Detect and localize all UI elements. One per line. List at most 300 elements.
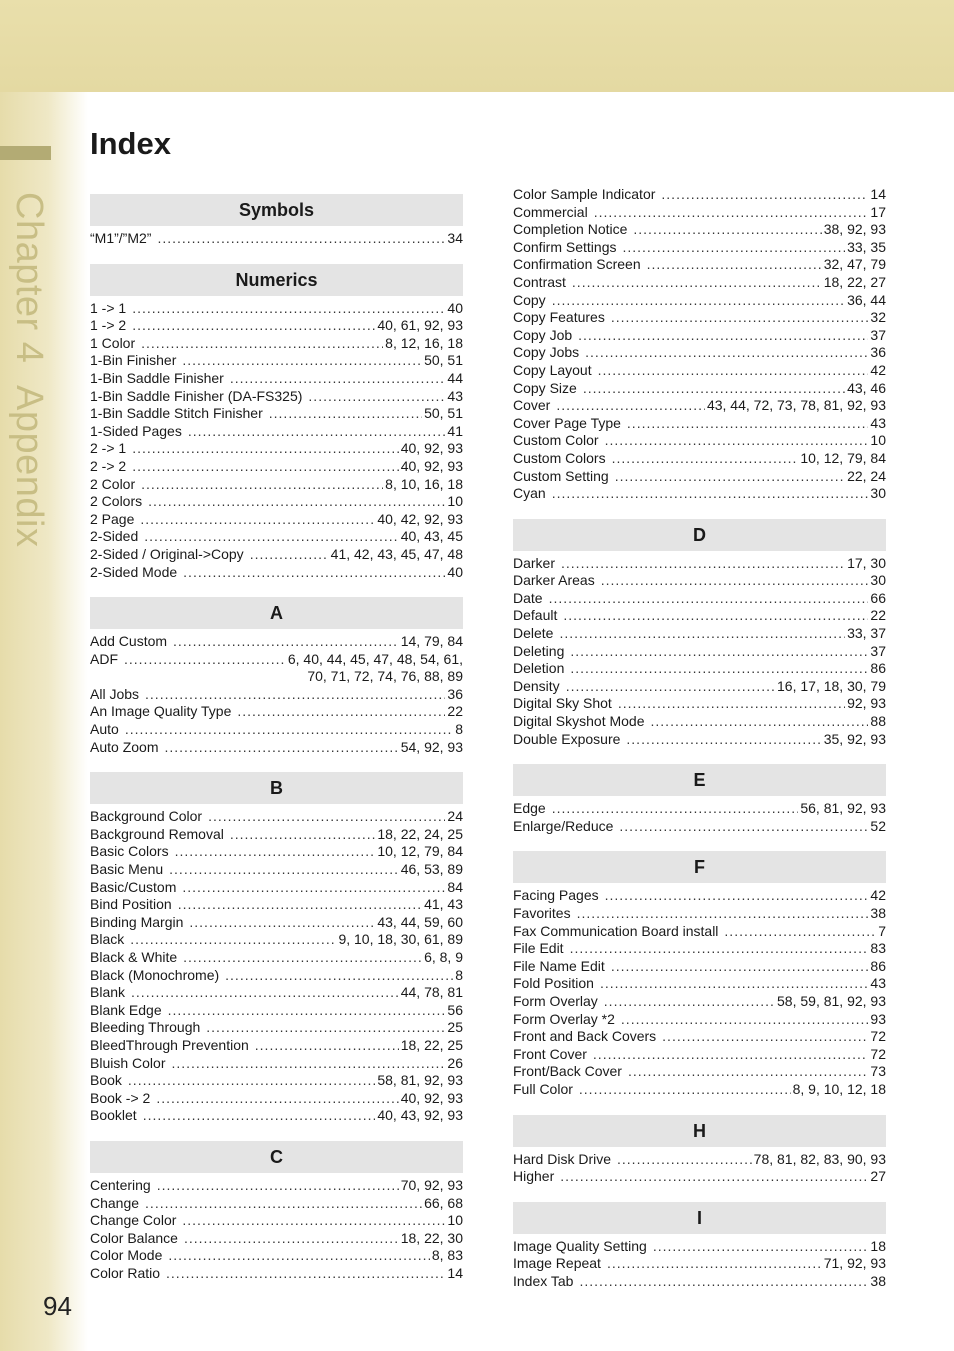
dot-leader <box>141 476 383 494</box>
index-entry <box>513 905 886 923</box>
dot-leader <box>183 564 445 582</box>
entry-pages: 44 <box>447 369 463 386</box>
entry-pages: 38 <box>870 905 886 921</box>
dot-leader <box>653 1238 869 1256</box>
entry-term: Copy Size <box>513 379 577 396</box>
entry-term: Change Color <box>90 1212 177 1229</box>
entry-pages: 10, 12, 79, 84 <box>800 449 886 466</box>
dot-leader <box>617 1151 752 1169</box>
entry-pages: 66, 68 <box>424 1194 463 1211</box>
entry-pages: 40, 92, 93 <box>400 1089 463 1106</box>
dot-leader <box>184 1230 399 1248</box>
index-entry <box>90 1177 463 1195</box>
entry-pages: 14, 79, 84 <box>400 633 463 650</box>
dot-leader <box>605 432 869 450</box>
entry-pages: 33, 37 <box>847 625 886 642</box>
dot-leader <box>145 1195 422 1213</box>
entry-pages: 18, 22, 25 <box>400 1036 463 1053</box>
index-entry <box>513 362 886 380</box>
dot-leader <box>255 1037 399 1055</box>
section-header: I <box>513 1202 886 1234</box>
entry-term: 1-Sided Pages <box>90 422 182 439</box>
entry-pages: 16, 17, 18, 30, 79 <box>777 677 886 694</box>
dot-leader <box>169 861 399 879</box>
index-column-right <box>513 186 886 1307</box>
entry-pages: 93 <box>870 1010 886 1027</box>
entry-term: 2 Page <box>90 510 135 527</box>
entry-term: 2-Sided Mode <box>90 563 178 580</box>
entry-term: Facing Pages <box>513 887 599 904</box>
entry-term: ADF <box>90 650 118 667</box>
entry-term: 1 Color <box>90 334 136 351</box>
index-entry <box>513 607 886 625</box>
dot-leader <box>572 274 822 292</box>
index-entry <box>90 1037 463 1055</box>
entry-term: Default <box>513 607 558 624</box>
entry-pages: 26 <box>447 1054 463 1071</box>
entry-term: Front Cover <box>513 1045 587 1062</box>
entry-pages: 52 <box>870 817 886 834</box>
dot-leader <box>168 1247 429 1265</box>
entry-term: “M1”/”M2” <box>90 230 152 246</box>
entry-pages: 40, 42, 92, 93 <box>377 510 463 527</box>
dot-leader <box>175 843 376 861</box>
entry-term: Fold Position <box>513 975 594 992</box>
dot-leader <box>661 186 868 204</box>
index-entry <box>90 808 463 826</box>
entry-term: Hard Disk Drive <box>513 1150 612 1167</box>
index-entry <box>90 335 463 353</box>
index-entry <box>90 230 463 248</box>
entry-term: Blank Edge <box>90 1001 162 1018</box>
index-entry <box>90 1230 463 1248</box>
entry-term: Completion Notice <box>513 221 628 238</box>
entry-term: Darker Areas <box>513 572 595 589</box>
entry-pages: 43, 44, 72, 73, 78, 81, 92, 93 <box>706 397 886 414</box>
index-entry <box>90 1247 463 1265</box>
index-entry <box>90 511 463 529</box>
dot-leader <box>622 239 845 257</box>
entry-pages: 86 <box>870 660 886 677</box>
index-entry <box>513 380 886 398</box>
entry-term: Copy Jobs <box>513 344 580 361</box>
dot-leader <box>552 485 869 503</box>
entry-pages: 40 <box>447 563 463 580</box>
entry-term: Auto <box>90 721 119 738</box>
section-header: D <box>513 519 886 551</box>
entry-pages: 70, 92, 93 <box>400 1176 463 1193</box>
entry-pages: 24 <box>447 808 463 825</box>
entry-term: Color Mode <box>90 1247 163 1264</box>
index-section <box>90 772 463 1125</box>
dot-leader <box>601 572 869 590</box>
entry-term: Custom Setting <box>513 467 609 484</box>
dot-leader <box>166 1265 445 1283</box>
index-entry <box>90 546 463 564</box>
index-entry <box>90 493 463 511</box>
entry-pages: 56, 81, 92, 93 <box>800 800 886 817</box>
dot-leader <box>188 423 446 441</box>
dot-leader <box>237 703 445 721</box>
dot-leader <box>621 1011 869 1029</box>
entry-pages: 10, 12, 79, 84 <box>377 843 463 860</box>
dot-leader <box>157 1177 399 1195</box>
entry-pages: 22 <box>870 607 886 624</box>
dot-leader <box>628 1063 868 1081</box>
index-entry <box>513 450 886 468</box>
entry-term: Deletion <box>513 660 565 677</box>
index-entry <box>90 1195 463 1213</box>
dot-leader <box>607 1255 822 1273</box>
entry-term: 2 Color <box>90 475 136 492</box>
index-entry <box>90 739 463 757</box>
entry-term: 1 -> 2 <box>90 317 127 334</box>
entry-pages: 6, 8, 9 <box>424 949 463 965</box>
entry-pages: 40, 61, 92, 93 <box>377 317 463 334</box>
dot-leader <box>182 1212 445 1230</box>
entry-pages: 43, 46 <box>847 379 886 396</box>
index-entry <box>513 887 886 905</box>
entry-pages: 30 <box>870 572 886 589</box>
dot-leader <box>157 230 445 248</box>
entry-term: Commercial <box>513 203 588 220</box>
entry-pages: 54, 92, 93 <box>400 738 463 755</box>
entry-term: Black (Monochrome) <box>90 966 220 983</box>
entry-pages: 18, 22, 27 <box>823 273 886 290</box>
dot-leader <box>577 905 869 923</box>
entry-term: 2 -> 1 <box>90 440 127 457</box>
entry-pages: 36 <box>447 685 463 702</box>
entry-term: 1-Bin Saddle Stitch Finisher <box>90 405 263 422</box>
entry-term: Add Custom <box>90 633 168 650</box>
dot-leader <box>570 940 869 958</box>
dot-leader <box>598 362 869 380</box>
dot-leader <box>570 660 868 678</box>
entry-term: Confirmation Screen <box>513 256 641 273</box>
entry-pages: 35, 92, 93 <box>823 730 886 747</box>
entry-pages: 25 <box>447 1019 463 1036</box>
dot-leader <box>130 931 336 949</box>
index-entry <box>513 292 886 310</box>
index-entry <box>513 643 886 661</box>
entry-pages: 41 <box>447 422 463 439</box>
index-entry <box>513 239 886 257</box>
dot-leader <box>156 1090 398 1108</box>
dot-leader <box>132 458 399 476</box>
index-column-left <box>90 186 463 1299</box>
entry-term: Date <box>513 589 543 606</box>
index-entry <box>90 896 463 914</box>
entry-pages: 71, 92, 93 <box>823 1255 886 1272</box>
entry-pages: 17 <box>870 203 886 220</box>
entry-pages: 32, 47, 79 <box>823 256 886 273</box>
index-entry <box>513 485 886 503</box>
index-entry <box>90 352 463 370</box>
dot-leader <box>171 1055 445 1073</box>
index-entry <box>513 713 886 731</box>
entry-term: Background Removal <box>90 825 224 842</box>
dot-leader <box>618 695 845 713</box>
entry-pages: 37 <box>870 642 886 659</box>
entry-pages: 10 <box>870 432 886 449</box>
index-entry <box>90 300 463 318</box>
entry-pages: 50, 51 <box>424 405 463 422</box>
entry-pages: 88 <box>870 713 886 730</box>
index-entry <box>513 555 886 573</box>
index-entry <box>513 1063 886 1081</box>
entry-pages: 40, 43, 45 <box>400 528 463 545</box>
entry-term: 1 -> 1 <box>90 299 127 316</box>
chapter-name: Appendix <box>8 385 50 548</box>
dot-leader <box>615 468 845 486</box>
entry-pages: 86 <box>870 957 886 974</box>
index-entry <box>90 633 463 651</box>
entry-term: Digital Skyshot Mode <box>513 713 645 730</box>
index-entry <box>513 1273 886 1291</box>
dot-leader <box>647 256 822 274</box>
index-entry <box>513 800 886 818</box>
dot-leader <box>579 1273 868 1291</box>
entry-term: An Image Quality Type <box>90 703 232 720</box>
dot-leader <box>173 633 399 651</box>
entry-pages: 56 <box>447 1001 463 1018</box>
index-entry <box>513 993 886 1011</box>
index-entry <box>513 660 886 678</box>
index-entry <box>90 370 463 388</box>
entry-pages: 8, 83 <box>431 1247 463 1264</box>
index-entry <box>90 967 463 985</box>
index-entry <box>90 843 463 861</box>
index-entry <box>90 1090 463 1108</box>
dot-leader <box>250 546 329 564</box>
index-entry <box>513 327 886 345</box>
index-entry <box>513 940 886 958</box>
index-entry <box>90 564 463 582</box>
entry-pages: 72 <box>870 1028 886 1045</box>
index-section <box>513 1202 886 1291</box>
index-entry <box>90 423 463 441</box>
dot-leader <box>578 327 868 345</box>
entry-term: Fax Communication Board install <box>513 922 719 939</box>
index-entry <box>513 415 886 433</box>
entry-term: Contrast <box>513 273 566 290</box>
dot-leader <box>604 993 775 1011</box>
entry-pages: 40, 92, 93 <box>400 457 463 474</box>
entry-term: Front/Back Cover <box>513 1063 622 1080</box>
dot-leader <box>178 896 422 914</box>
entry-term: Bind Position <box>90 896 172 913</box>
entry-term: Book -> 2 <box>90 1089 151 1106</box>
entry-pages: 37 <box>870 326 886 343</box>
entry-term: Auto Zoom <box>90 738 159 755</box>
index-section <box>90 264 463 582</box>
index-entry <box>90 1107 463 1125</box>
dot-leader <box>585 344 868 362</box>
entry-term: Color Sample Indicator <box>513 186 656 202</box>
entry-term: BleedThrough Prevention <box>90 1036 249 1053</box>
entry-term: Edge <box>513 800 546 817</box>
dot-leader <box>230 370 446 388</box>
dot-leader <box>141 335 383 353</box>
entry-term: Color Balance <box>90 1229 178 1246</box>
section-header: Numerics <box>90 264 463 296</box>
index-entry <box>513 186 886 204</box>
entry-term: Index Tab <box>513 1272 574 1289</box>
index-entry <box>513 1255 886 1273</box>
index-section <box>513 1115 886 1186</box>
index-entry <box>513 432 886 450</box>
index-entry <box>513 975 886 993</box>
index-entry <box>513 1081 886 1099</box>
dot-leader <box>556 397 705 415</box>
entry-pages: 32 <box>870 309 886 326</box>
index-entry <box>513 1046 886 1064</box>
index-section <box>513 519 886 749</box>
entry-term: Favorites <box>513 905 571 921</box>
entry-term: Custom Color <box>513 432 599 449</box>
dot-leader <box>132 300 445 318</box>
entry-term: File Edit <box>513 940 564 957</box>
entry-term: Copy Job <box>513 326 573 343</box>
chapter-number: Chapter 4 <box>8 192 50 364</box>
section-header: F <box>513 851 886 883</box>
entry-pages: 41, 43 <box>424 896 463 913</box>
entry-pages: 84 <box>447 878 463 895</box>
entry-term: Full Color <box>513 1080 573 1097</box>
dot-leader <box>132 440 399 458</box>
index-section <box>90 194 463 248</box>
dot-leader <box>208 808 445 826</box>
index-entry <box>90 317 463 335</box>
entry-term: Binding Margin <box>90 913 184 930</box>
index-entry <box>513 695 886 713</box>
entry-pages: 14 <box>447 1264 463 1281</box>
index-entry <box>90 1212 463 1230</box>
entry-term: Cyan <box>513 485 546 502</box>
dot-leader <box>183 949 422 967</box>
index-entry <box>90 686 463 704</box>
index-entry <box>513 958 886 976</box>
index-entry <box>513 221 886 239</box>
dot-leader <box>552 800 799 818</box>
section-header: H <box>513 1115 886 1147</box>
entry-pages: 8, 12, 16, 18 <box>385 334 463 351</box>
entry-pages: 50, 51 <box>424 352 463 369</box>
index-entry <box>513 590 886 608</box>
entry-pages: 34 <box>447 230 463 246</box>
entry-term: Confirm Settings <box>513 238 617 255</box>
dot-leader <box>626 731 821 749</box>
index-entry <box>513 309 886 327</box>
index-entry <box>90 721 463 739</box>
entry-term: Form Overlay <box>513 992 598 1009</box>
entry-term: Delete <box>513 625 554 642</box>
entry-pages: 30 <box>870 485 886 502</box>
entry-term: Darker <box>513 554 556 571</box>
index-entry <box>90 703 463 721</box>
index-entry <box>90 861 463 879</box>
section-header: B <box>90 772 463 804</box>
dot-leader <box>128 1072 375 1090</box>
dot-leader <box>230 826 376 844</box>
entry-term: Copy Features <box>513 309 605 326</box>
entry-pages: 78, 81, 82, 83, 90, 93 <box>753 1150 886 1167</box>
index-section <box>513 186 886 503</box>
index-entry <box>513 274 886 292</box>
dot-leader <box>549 590 869 608</box>
index-entry <box>513 678 886 696</box>
entry-pages: 18, 22, 30 <box>400 1229 463 1246</box>
chapter-tab-marker <box>0 146 51 160</box>
entry-pages: 33, 35 <box>847 238 886 255</box>
entry-pages: 9, 10, 18, 30, 61, 89 <box>338 931 463 948</box>
dot-leader <box>168 1002 446 1020</box>
entry-term: Change <box>90 1194 140 1211</box>
entry-pages: 38 <box>870 1272 886 1289</box>
index-entry <box>90 984 463 1002</box>
entry-term: Black <box>90 931 125 948</box>
entry-pages: 41, 42, 43, 45, 47, 48 <box>330 545 463 562</box>
index-entry <box>513 1151 886 1169</box>
entry-term: 1-Bin Saddle Finisher (DA-FS325) <box>90 387 303 404</box>
section-header: Symbols <box>90 194 463 226</box>
entry-pages: 8 <box>455 721 463 738</box>
index-entry <box>90 1055 463 1073</box>
dot-leader <box>124 651 286 669</box>
dot-leader <box>619 818 868 836</box>
entry-pages: 8, 10, 16, 18 <box>385 475 463 492</box>
dot-leader <box>651 713 869 731</box>
entry-pages: 17, 30 <box>847 554 886 571</box>
page-title: Index <box>90 126 171 161</box>
index-entry <box>90 651 463 669</box>
entry-term: All Jobs <box>90 685 140 702</box>
entry-pages: 36 <box>870 344 886 361</box>
entry-term: Digital Sky Shot <box>513 695 612 712</box>
entry-pages: 73 <box>870 1063 886 1080</box>
entry-term: 2 Colors <box>90 493 143 510</box>
entry-term: Double Exposure <box>513 730 621 747</box>
dot-leader <box>561 555 845 573</box>
dot-leader <box>125 721 453 739</box>
dot-leader <box>308 388 445 406</box>
entry-pages: 43 <box>870 414 886 431</box>
section-header: C <box>90 1141 463 1173</box>
dot-leader <box>182 879 445 897</box>
index-entry <box>90 1072 463 1090</box>
entry-term: Front and Back Covers <box>513 1028 657 1045</box>
dot-leader <box>206 1019 445 1037</box>
entry-term: Density <box>513 677 560 694</box>
entry-term: Enlarge/Reduce <box>513 817 614 834</box>
chapter-label <box>4 192 50 592</box>
index-entry <box>90 1002 463 1020</box>
index-entry <box>90 1019 463 1037</box>
index-entry <box>513 625 886 643</box>
dot-leader <box>570 643 868 661</box>
entry-term: Basic Colors <box>90 843 169 860</box>
entry-term: Booklet <box>90 1107 137 1124</box>
index-entry <box>513 468 886 486</box>
dot-leader <box>552 292 845 310</box>
dot-leader <box>611 958 869 976</box>
entry-pages: 43 <box>870 975 886 992</box>
dot-leader <box>182 352 422 370</box>
entry-term: Cover <box>513 397 551 414</box>
entry-term: Form Overlay *2 <box>513 1010 615 1027</box>
dot-leader <box>189 914 375 932</box>
entry-term: 2 -> 2 <box>90 457 127 474</box>
